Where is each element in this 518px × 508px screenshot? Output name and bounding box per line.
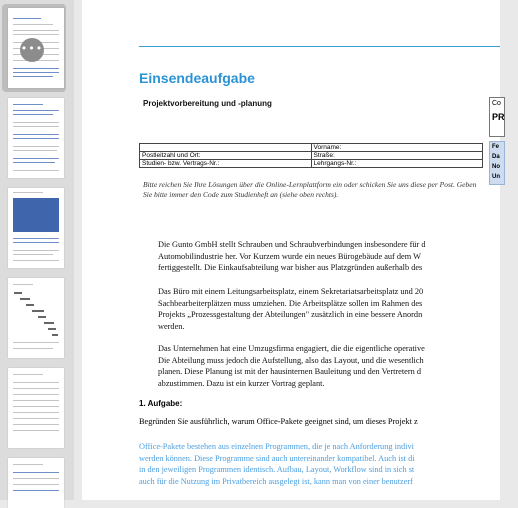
text-line: planen. Diese Planung ist mit der hausinternen Bauleitung und den Vertretern d [158, 367, 421, 377]
paragraph-3 [158, 343, 518, 389]
page-thumbnail-5[interactable] [8, 368, 64, 448]
info-box-line: Da [492, 154, 500, 160]
document-page [82, 0, 505, 500]
page-thumbnail-2[interactable] [8, 98, 64, 178]
text-line: Die Abteilung muss jedoch die Aufstellung, also das Layout, und die wesentlich [158, 355, 424, 365]
page-subtitle: Projektvorbereitung und -planung [143, 99, 272, 108]
text-line: Projekts „Prozessgestaltung der Abteilungen" zusätzlich in eine bessere Anordn [158, 310, 423, 320]
paragraph-1 [158, 239, 518, 274]
task-label: 1. Aufgabe: [139, 399, 183, 408]
text-line: werden können. Diese Programme sind auch untereinander kompatibel. Auch ist di [139, 453, 415, 463]
text-line: in den jeweiligen Programmen identisch. Aufbau, Layout, Workflow sind in sich st [139, 465, 415, 475]
info-box-line: Un [492, 174, 500, 180]
header-rule [139, 46, 500, 47]
task-question: Begründen Sie ausführlich, warum Office-Pakete geeignet sind, um dieses Projekt z [139, 417, 418, 426]
student-form-table [139, 143, 483, 168]
page-thumbnail-4[interactable] [8, 278, 64, 358]
more-options-icon[interactable]: ••• [20, 38, 44, 62]
form-cell[interactable] [140, 144, 312, 152]
text-line: Das Unternehmen hat eine Umzugsfirma engagiert, die die eigentliche operative [158, 344, 425, 353]
info-box [489, 141, 505, 185]
text-line: abzustimmen. Dazu ist ein kurzer Vortrag geplant. [158, 378, 325, 388]
code-box-value: PR [492, 112, 505, 122]
page-thumbnail-3[interactable] [8, 188, 64, 268]
page-title: Einsendeaufgabe [139, 70, 255, 86]
text-line: Das Büro mit einem Leitungsarbeitsplatz, einem Sekretariatsarbeitsplatz und 20 [158, 287, 424, 296]
text-line: Die Gunto GmbH stellt Schrauben und Schraubverbindungen insbesondere für d [158, 240, 426, 249]
text-line: fertiggestellt. Die Einkaufsabteilung war bisher aus Platzgründen außerhalb des [158, 263, 423, 273]
info-box-line: Fe [492, 144, 500, 150]
page-thumbnail-6[interactable] [8, 458, 64, 508]
code-box [489, 97, 505, 137]
text-line: auch für die Nutzung im Privatbereich ausgelegt ist, kann man von einer benutzerf [139, 476, 413, 486]
form-cell[interactable]: Straße: [311, 152, 483, 160]
submission-note: Bitte reichen Sie Ihre Lösungen über die Online-Lernplattform ein oder schicken Sie uns diese per Post. Geben Sie bitte immer den Code zum Studienheft an (siehe oben rechts). [143, 180, 477, 199]
code-box-label: Co [492, 100, 501, 107]
form-cell[interactable]: Vorname: [311, 144, 483, 152]
form-cell[interactable]: Lehrgangs-Nr.: [311, 160, 483, 168]
form-cell[interactable]: Studien- bzw. Vertrags-Nr.: [140, 160, 312, 168]
text-line: Office-Pakete bestehen aus einzelnen Programmen, die je nach Anforderung indivi [139, 442, 414, 451]
info-box-line: No [492, 164, 500, 170]
text-line: Sachbearbeiterplätzen muss umziehen. Die Arbeitsplätze sollen im Rahmen des [158, 298, 423, 308]
text-line: Automobilindustrie her. Vor Kurzem wurde ein neues Bürogebäude auf dem W [158, 251, 421, 261]
paragraph-2 [158, 286, 518, 332]
form-cell[interactable]: Postleitzahl und Ort: [140, 152, 312, 160]
thumbnail-sidebar [0, 0, 74, 500]
answer-text[interactable] [139, 441, 499, 487]
text-line: werden. [158, 321, 185, 331]
